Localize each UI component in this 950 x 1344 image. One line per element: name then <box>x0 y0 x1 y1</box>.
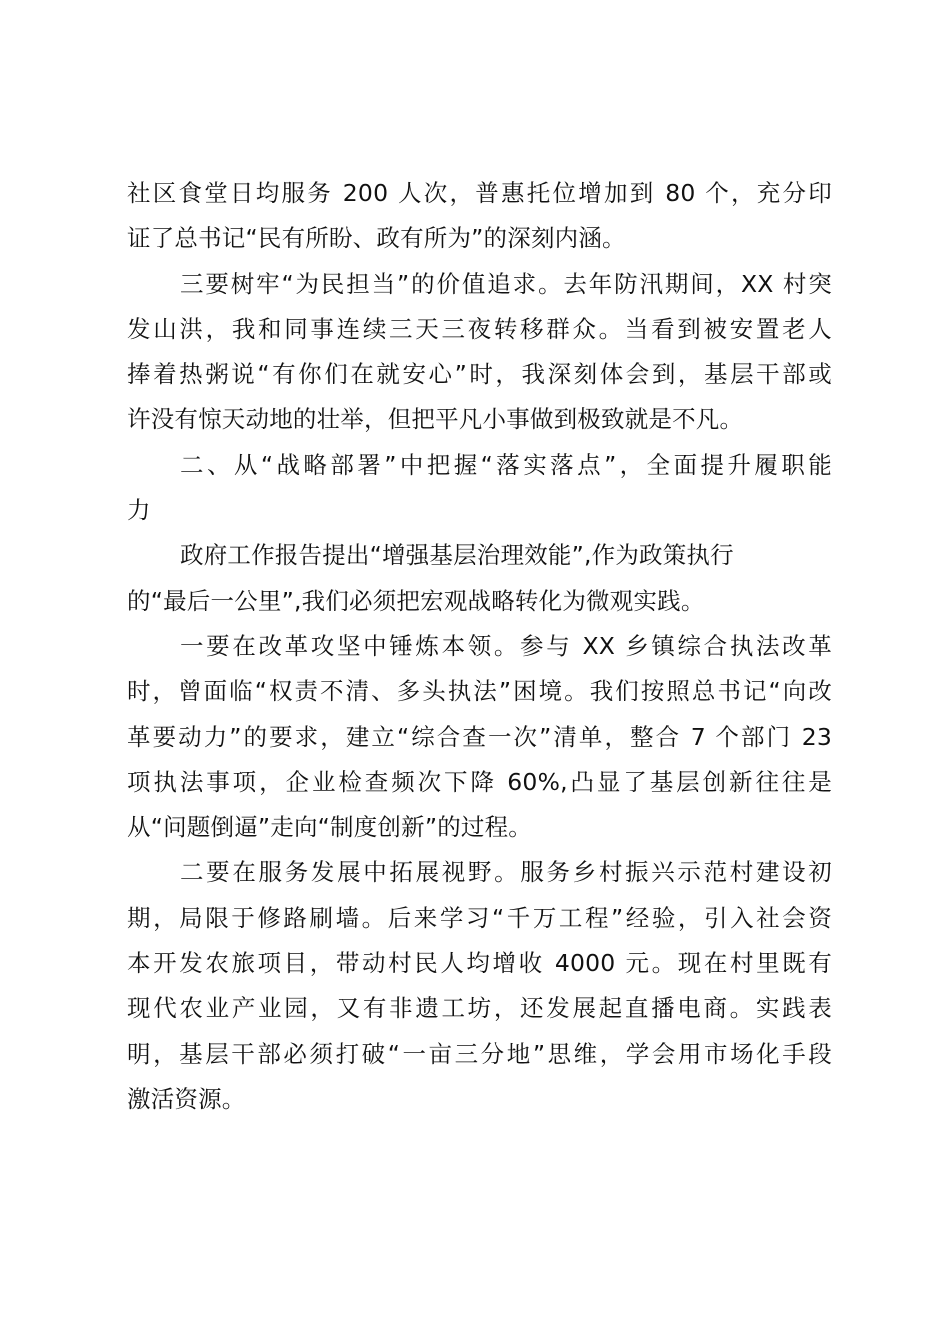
text-line: 现代农业产业园，又有非遗工坊，还发展起直播电商。实践表 <box>127 994 832 1023</box>
text-line: 许没有惊天动地的壮举，但把平凡小事做到极致就是不凡。 <box>127 405 744 434</box>
text-line: 从“问题倒逼”走向“制度创新”的过程。 <box>127 813 532 842</box>
text-line: 的“最后一公里”,我们必须把宏观战略转化为微观实践。 <box>127 586 705 615</box>
text-line: 期，局限于修路刷墙。后来学习“千万工程”经验，引入社会资 <box>127 903 832 932</box>
paragraph-first-line: 一要在改革攻坚中锤炼本领。参与 XX 乡镇综合执法改革 <box>180 631 832 660</box>
text-line: 激活资源。 <box>127 1084 246 1113</box>
section-heading-continued: 力 <box>127 496 151 525</box>
section-heading: 二、从“战略部署”中把握“落实落点”，全面提升履职能 <box>180 450 832 479</box>
text-line: 时，曾面临“权责不清、多头执法”困境。我们按照总书记“向改 <box>127 677 832 706</box>
paragraph-first-line: 政府工作报告提出“增强基层治理效能”,作为政策执行 <box>180 541 734 570</box>
text-line: 发山洪，我和同事连续三天三夜转移群众。当看到被安置老人 <box>127 314 832 343</box>
text-line: 证了总书记“民有所盼、政有所为”的深刻内涵。 <box>127 224 626 253</box>
text-line: 项执法事项，企业检查频次下降 60%,凸显了基层创新往往是 <box>127 767 832 796</box>
body-text <box>127 171 832 1122</box>
paragraph-first-line: 二要在服务发展中拓展视野。服务乡村振兴示范村建设初 <box>180 858 832 887</box>
text-line: 本开发农旅项目，带动村民人均增收 4000 元。现在村里既有 <box>127 949 832 978</box>
text-line: 捧着热粥说“有你们在就安心”时，我深刻体会到，基层干部或 <box>127 360 832 389</box>
paragraph-first-line: 三要树牢“为民担当”的价值追求。去年防汛期间，XX 村突 <box>180 269 832 298</box>
text-line: 明，基层干部必须打破“一亩三分地”思维，学会用市场化手段 <box>127 1039 832 1068</box>
text-line: 革要动力”的要求，建立“综合查一次”清单，整合 7 个部门 23 <box>127 722 832 751</box>
text-line: 社区食堂日均服务 200 人次，普惠托位增加到 80 个，充分印 <box>127 179 832 207</box>
